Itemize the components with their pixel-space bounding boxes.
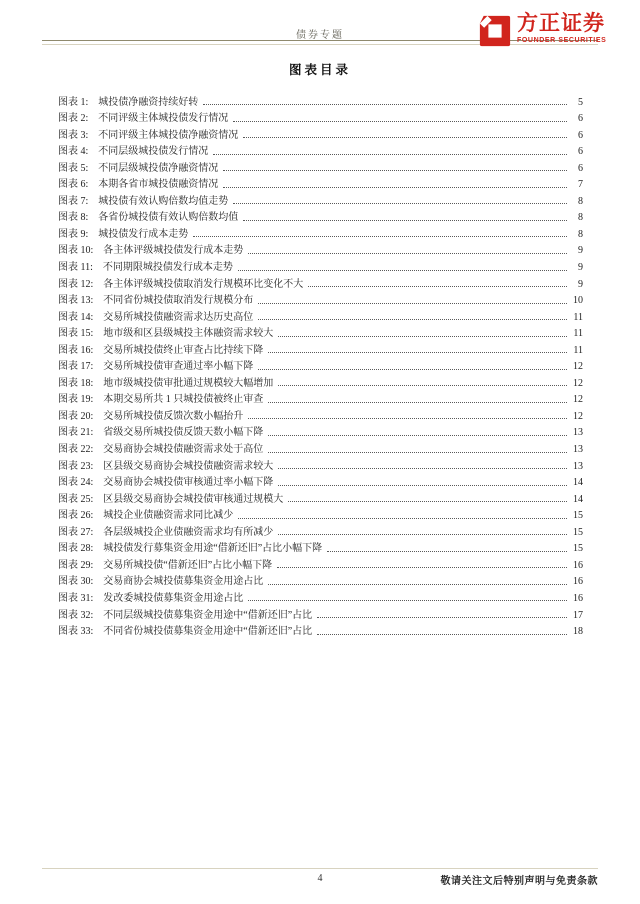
toc-entry-page-number: 10 [573,295,583,307]
toc-entry[interactable] [58,306,583,323]
toc-entry-label: 图表 3: [58,129,89,141]
toc-entry-dot-leader [278,534,567,535]
toc-entry-title: 城投债发行募集资金用途“借新还旧”占比小幅下降 [103,543,323,555]
toc-entry-label: 图表 17: [58,361,94,373]
toc-entry-label: 图表 6: [58,179,89,191]
toc-entry[interactable] [58,587,583,604]
toc-entry-label: 图表 26: [58,510,94,522]
toc-entry-label: 图表 31: [58,592,94,604]
toc-entry-label: 图表 16: [58,344,94,356]
toc-entry-dot-leader [308,286,567,287]
toc-entry-title: 省级交易所城投债反馈天数小幅下降 [103,427,264,439]
toc-entry-dot-leader [238,270,567,271]
toc-entry-page-number: 6 [578,129,583,141]
toc-entry-dot-leader [288,501,567,502]
toc-entry-label: 图表 14: [58,311,94,323]
toc-entry-dot-leader [268,584,567,585]
toc-entry-page-number: 15 [573,543,583,555]
toc-entry-dot-leader [248,600,567,601]
toc-entry-page-number: 7 [578,179,583,191]
toc-entry-dot-leader [233,121,567,122]
toc-entry-page-number: 9 [578,245,583,257]
toc-entry-title: 不同评级主体城投债发行情况 [98,113,229,125]
toc-entry-page-number: 8 [578,212,583,224]
toc-entry-title: 不同省份城投债取消发行规模分布 [103,295,254,307]
toc-entry[interactable] [58,290,583,307]
toc-entry-title: 交易所城投债融资需求达历史高位 [103,311,254,323]
toc-entry[interactable] [58,422,583,439]
toc-entry-page-number: 13 [573,427,583,439]
toc-entry-dot-leader [268,452,567,453]
toc-entry-title: 各主体评级城投债取消发行规模环比变化不大 [103,278,304,290]
toc-entry-label: 图表 10: [58,245,94,257]
toc-entry[interactable] [58,256,583,273]
toc-entry-dot-leader [317,634,567,635]
footer-page-number: 4 [317,873,323,884]
toc-entry-title: 城投债净融资持续好转 [98,96,199,108]
toc-entry-dot-leader [278,468,567,469]
toc-entry-title: 发改委城投债募集资金用途占比 [103,592,244,604]
toc-entry-label: 图表 30: [58,576,94,588]
toc-entry-dot-leader [238,518,567,519]
toc-entry-page-number: 11 [573,311,583,323]
toc-entry-title: 城投债有效认购倍数均值走势 [98,195,229,207]
toc-entry[interactable] [58,621,583,638]
toc-entry[interactable] [58,108,583,125]
toc-entry[interactable] [58,223,583,240]
header-section-label: 债券专题 [296,30,344,41]
toc-entry-label: 图表 20: [58,410,94,422]
toc-entry-page-number: 9 [578,278,583,290]
toc-entry-page-number: 14 [573,493,583,505]
toc-entry-page-number: 8 [578,228,583,240]
toc-entry-title: 交易所城投债终止审查占比持续下降 [103,344,264,356]
toc-entry[interactable] [58,505,583,522]
toc-entry-title: 交易商协会城投债募集资金用途占比 [103,576,264,588]
toc-entry-dot-leader [327,551,567,552]
founder-securities-logo-icon [478,14,512,48]
toc-entry-title: 交易商协会城投债审核通过率小幅下降 [103,477,274,489]
toc-entry-title: 区县级交易商协会城投债审核通过规模大 [103,493,284,505]
toc-entry-dot-leader [278,336,567,337]
toc-entry-page-number: 16 [573,559,583,571]
toc-entry-title: 地市级城投债审批通过规模较大幅增加 [103,377,274,389]
toc-entry[interactable] [58,389,583,406]
toc-entry[interactable] [58,273,583,290]
toc-entry-label: 图表 19: [58,394,94,406]
toc-entry-page-number: 8 [578,195,583,207]
toc-entry-title: 不同期限城投债发行成本走势 [102,262,233,274]
toc-entry[interactable] [58,157,583,174]
toc-entry[interactable] [58,372,583,389]
toc-entry-page-number: 5 [578,96,583,108]
toc-entry-title: 各主体评级城投债发行成本走势 [103,245,244,257]
toc-entry-dot-leader [277,567,567,568]
toc-entry-dot-leader [243,220,567,221]
toc-entry-title: 交易商协会城投债融资需求处于高位 [103,444,264,456]
toc-entry-dot-leader [258,369,567,370]
toc-entry-page-number: 11 [573,344,583,356]
toc-entry-title: 本期交易所共 1 只城投债被终止审查 [103,394,264,406]
logo-text [517,12,606,44]
toc-entry-page-number: 15 [573,526,583,538]
toc-entry-label: 图表 32: [58,609,94,621]
toc-entry-page-number: 17 [573,609,583,621]
toc-entry-page-number: 16 [573,576,583,588]
toc-entry-title: 不同层级城投债净融资情况 [98,162,219,174]
toc-entry-page-number: 13 [573,460,583,472]
toc-entry-dot-leader [213,154,567,155]
toc-entry-label: 图表 27: [58,526,94,538]
toc-entry-label: 图表 11: [58,262,93,274]
toc-entry-label: 图表 21: [58,427,94,439]
toc-entry-label: 图表 7: [58,195,89,207]
toc-entry[interactable] [58,356,583,373]
toc-entry-title: 交易所城投债“借新还旧”占比小幅下降 [103,559,273,571]
company-logo [478,12,630,54]
toc-entry[interactable] [58,554,583,571]
toc-entry-page-number: 6 [578,162,583,174]
toc-entry-page-number: 12 [573,361,583,373]
toc-entry-label: 图表 18: [58,377,94,389]
toc-entry-dot-leader [243,137,567,138]
toc-entry[interactable] [58,339,583,356]
toc-entry-dot-leader [248,253,567,254]
toc-entry[interactable] [58,455,583,472]
toc-entry-title: 区县级交易商协会城投债融资需求较大 [103,460,274,472]
toc-entry-page-number: 6 [578,146,583,158]
toc-entry-page-number: 11 [573,328,583,340]
toc-entry-page-number: 18 [573,626,583,638]
toc-entry[interactable] [58,240,583,257]
toc-entry-page-number: 15 [573,510,583,522]
toc-entry-title: 不同层级城投债发行情况 [98,146,209,158]
toc-entry-dot-leader [268,352,567,353]
toc-entry-label: 图表 2: [58,113,89,125]
toc-entry[interactable] [58,91,583,108]
toc-entry-page-number: 12 [573,394,583,406]
toc-entry-title: 不同省份城投债募集资金用途中“借新还旧”占比 [103,626,313,638]
toc-entry-label: 图表 13: [58,295,94,307]
toc-list [58,91,583,637]
toc-entry-label: 图表 28: [58,543,94,555]
toc-entry-label: 图表 12: [58,278,94,290]
toc-entry[interactable] [58,488,583,505]
toc-entry-title: 交易所城投债审查通过率小幅下降 [103,361,254,373]
toc-entry-title: 各省份城投债有效认购倍数均值 [98,212,239,224]
toc-entry-page-number: 16 [573,592,583,604]
toc-entry[interactable] [58,438,583,455]
toc-entry[interactable] [58,124,583,141]
toc-entry-page-number: 6 [578,113,583,125]
toc-entry-dot-leader [233,203,567,204]
toc-entry-title: 城投债发行成本走势 [98,228,189,240]
toc-entry-label: 图表 29: [58,559,94,571]
toc-entry-dot-leader [203,104,567,105]
toc-entry-dot-leader [317,617,567,618]
toc-entry-title: 地市级和区县级城投主体融资需求较大 [103,328,274,340]
footer-rule [42,868,598,869]
toc-entry-label: 图表 5: [58,162,89,174]
toc-entry-title: 各层级城投企业债融资需求均有所减少 [103,526,274,538]
toc-entry-dot-leader [278,385,567,386]
toc-entry-page-number: 9 [578,262,583,274]
toc-entry-page-number: 12 [573,377,583,389]
toc-entry[interactable] [58,207,583,224]
toc-entry-dot-leader [278,485,567,486]
toc-entry-dot-leader [248,418,567,419]
toc-entry-page-number: 13 [573,444,583,456]
toc-entry-label: 图表 1: [58,96,89,108]
toc-entry-title: 交易所城投债反馈次数小幅抬升 [103,410,244,422]
toc-entry-title: 不同评级主体城投债净融资情况 [98,129,239,141]
footer-disclaimer: 敬请关注文后特别声明与免责条款 [440,876,598,887]
toc-entry[interactable] [58,604,583,621]
toc-entry-dot-leader [193,236,567,237]
toc-entry-label: 图表 4: [58,146,89,158]
toc-entry[interactable] [58,190,583,207]
toc-entry[interactable] [58,405,583,422]
toc-entry[interactable] [58,323,583,340]
toc-entry-label: 图表 8: [58,212,89,224]
toc-entry[interactable] [58,538,583,555]
toc-entry[interactable] [58,571,583,588]
toc-entry-dot-leader [258,319,567,320]
toc-entry[interactable] [58,174,583,191]
toc-entry[interactable] [58,472,583,489]
logo-company-subtitle: FOUNDER SECURITIES [517,37,607,44]
logo-company-name: 方正证券 [517,12,605,35]
toc-entry-label: 图表 25: [58,493,94,505]
toc-entry[interactable] [58,141,583,158]
toc-entry-label: 图表 23: [58,460,94,472]
toc-entry-label: 图表 22: [58,444,94,456]
toc-entry-dot-leader [268,435,567,436]
toc-entry-dot-leader [223,170,567,171]
toc-entry-title: 本期各省市城投债融资情况 [98,179,219,191]
toc-entry-label: 图表 15: [58,328,94,340]
page-title: 图表目录 [288,63,351,77]
toc-entry-page-number: 14 [573,477,583,489]
toc-entry-page-number: 12 [573,410,583,422]
toc-entry-dot-leader [258,303,567,304]
toc-entry-dot-leader [268,402,567,403]
toc-entry[interactable] [58,521,583,538]
toc-entry-label: 图表 33: [58,626,94,638]
toc-entry-title: 不同层级城投债募集资金用途中“借新还旧”占比 [103,609,313,621]
toc-entry-dot-leader [223,187,567,188]
toc-entry-label: 图表 24: [58,477,94,489]
toc-entry-title: 城投企业债融资需求同比减少 [103,510,234,522]
toc-entry-label: 图表 9: [58,228,89,240]
